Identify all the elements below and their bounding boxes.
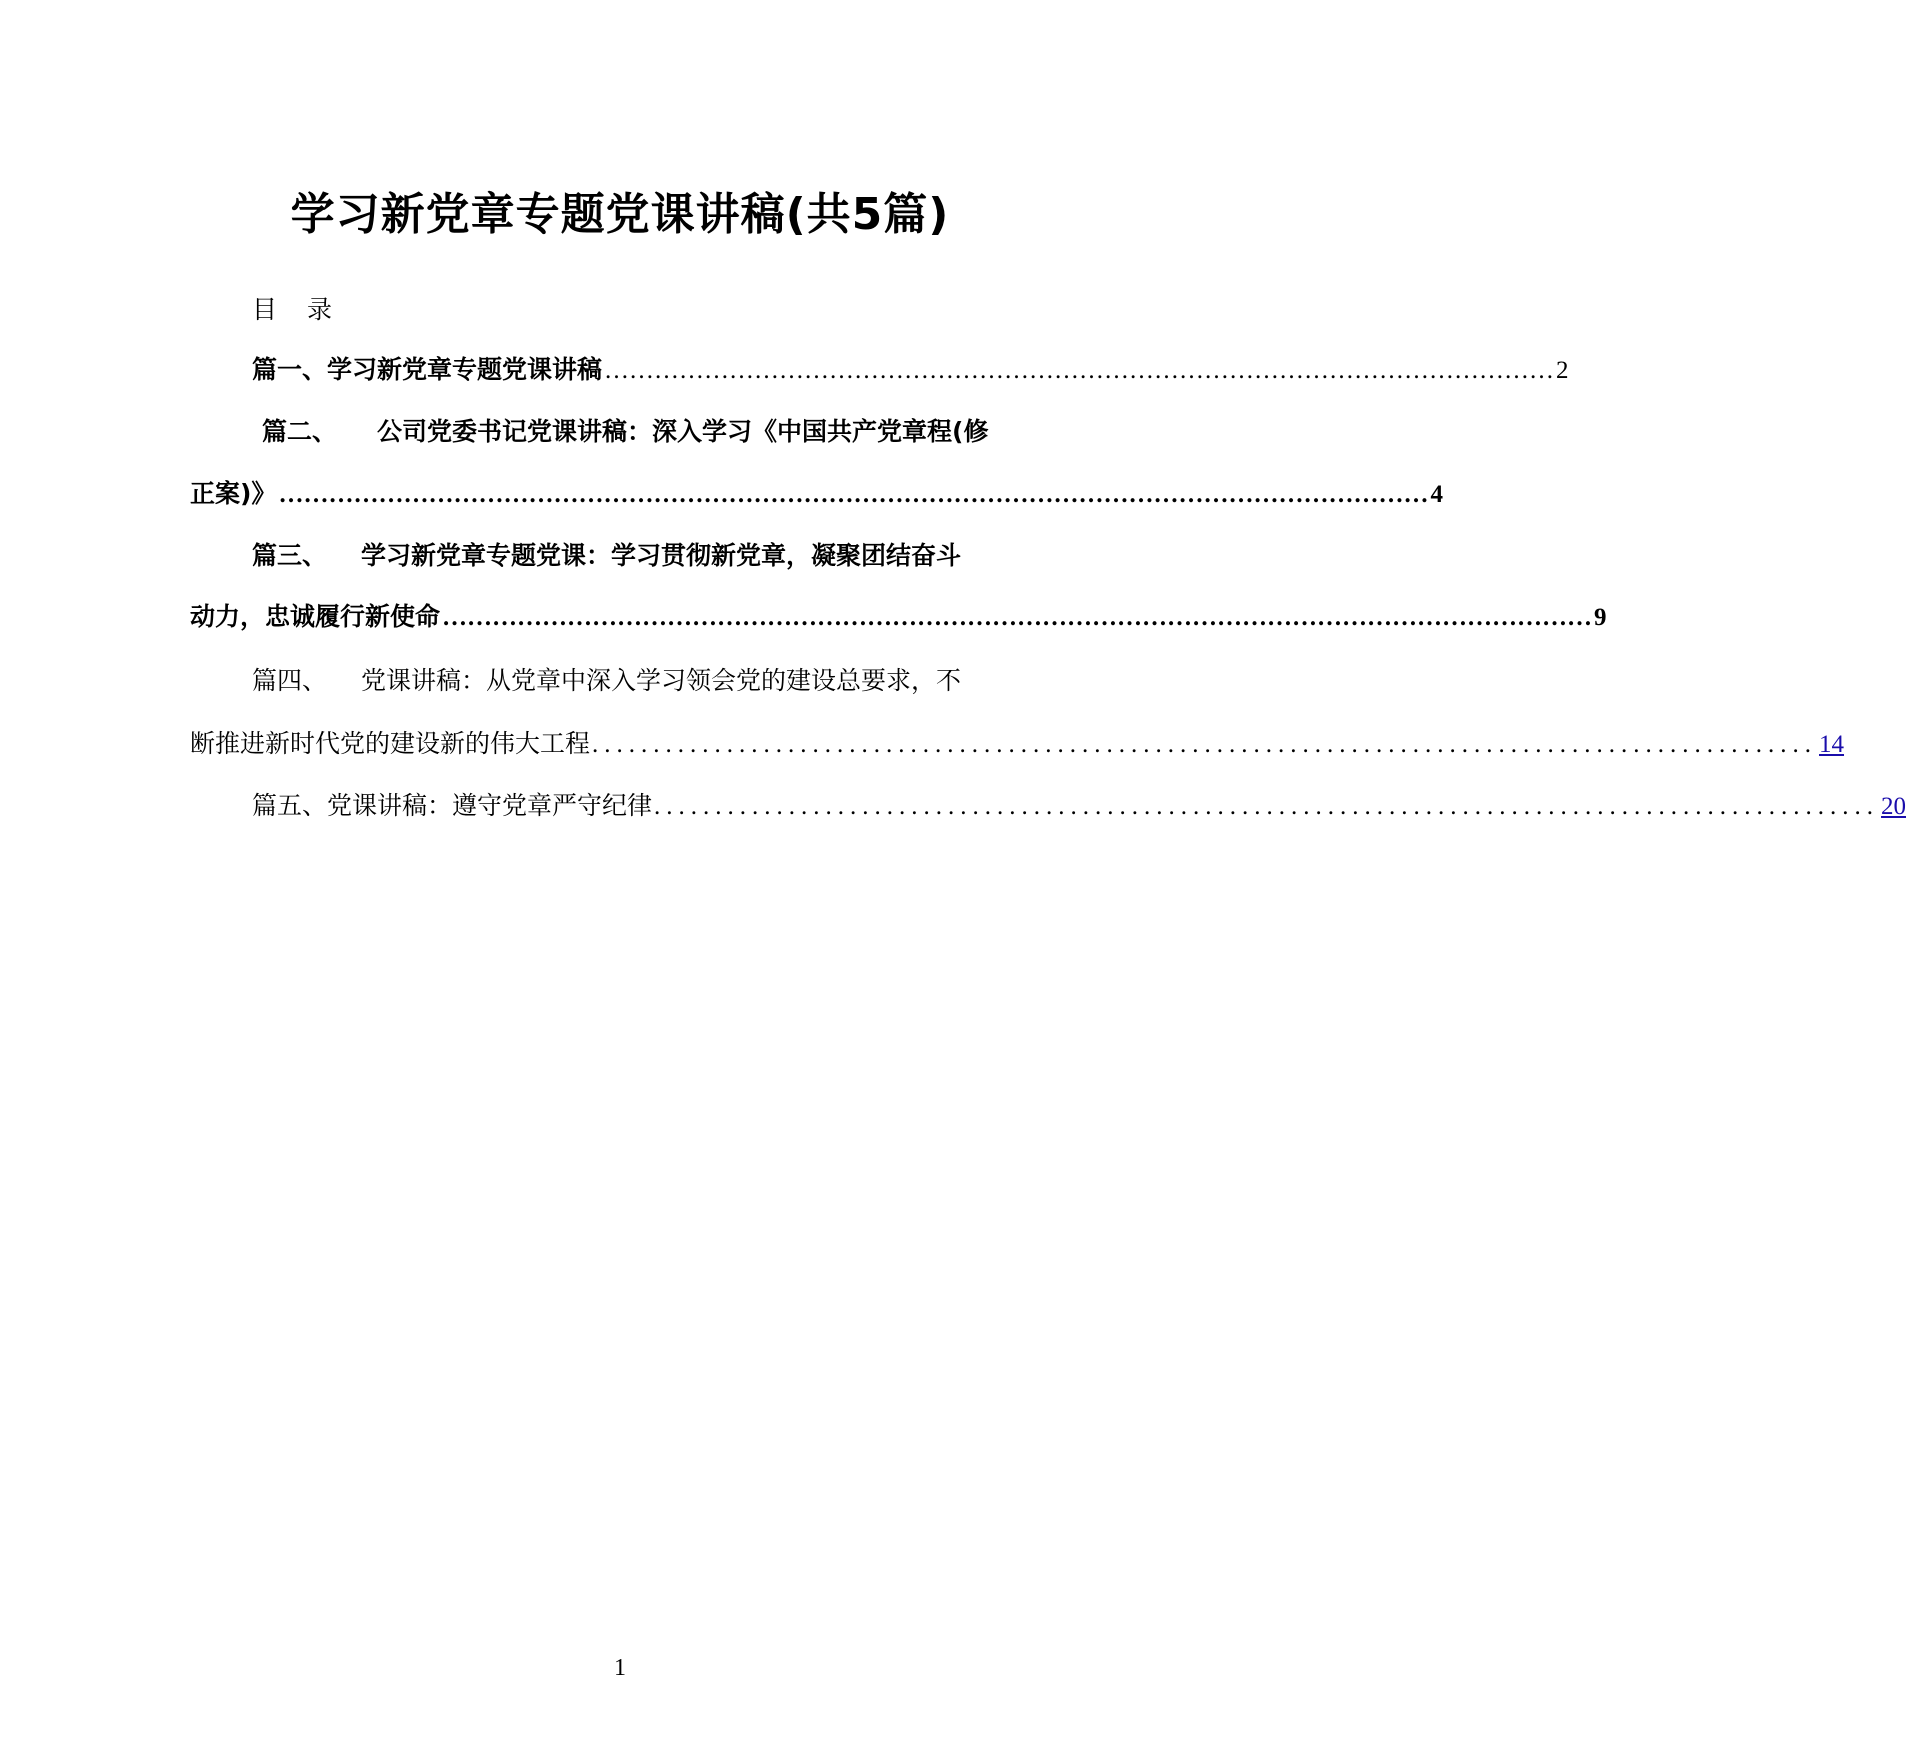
toc-leader-dots: ………………………………………………………………………………………………………………………… [442, 604, 1593, 631]
toc-entry-2-title: 公司党委书记党课讲稿：深入学习《中国共产党章程(修 [377, 417, 989, 446]
toc-entry-3-title: 学习新党章专题党课：学习贯彻新党章，凝聚团结奋斗 [361, 541, 962, 570]
toc-entry-4-title-cont: 断推进新时代党的建设新的伟大工程 [190, 729, 591, 758]
toc-entry-2-number: 篇二、 [262, 417, 338, 446]
toc-entry-3-title-cont: 动力，忠诚履行新使命 [190, 602, 441, 631]
toc-entry-2-page[interactable]: 4 [1430, 481, 1443, 508]
toc-entry-5-page-link[interactable]: 20 [1881, 793, 1906, 820]
toc-entry-4-page-link[interactable]: 14 [1819, 731, 1845, 758]
toc-entry-4-line-1[interactable] [252, 661, 1062, 697]
toc-entry-1[interactable] [252, 350, 1569, 386]
page-number: 1 [614, 1655, 626, 1681]
toc-heading-char-1: 目 [252, 295, 278, 324]
toc-entry-3-page[interactable]: 9 [1594, 604, 1607, 631]
toc-entry-5-title: 党课讲稿：遵守党章严守纪律 [327, 791, 653, 820]
toc-entry-1-page[interactable]: 2 [1556, 357, 1569, 384]
toc-entry-2-line-2[interactable] [190, 474, 1443, 510]
toc-entry-5[interactable] [252, 786, 1906, 822]
toc-heading [252, 290, 332, 326]
toc-entry-1-title: 学习新党章专题党课讲稿 [327, 355, 603, 384]
toc-entry-3-line-1[interactable] [252, 536, 1062, 572]
toc-entry-4-number: 篇四、 [252, 666, 328, 695]
toc-leader-dots: …………………………………………………………………………………………………… [604, 357, 1555, 384]
toc-entry-3-line-2[interactable] [190, 597, 1607, 633]
toc-entry-2-title-cont: 正案)》 [190, 479, 277, 508]
document-title: 学习新党章专题党课讲稿(共5篇) [290, 189, 950, 240]
toc-leader-dots: ………………………………………………………………………………………………………………………… [278, 481, 1429, 508]
toc-entry-1-number: 篇一、 [252, 355, 328, 384]
toc-leader-dots: .................................................................................................... [654, 793, 1880, 820]
toc-entry-5-number: 篇五、 [252, 791, 328, 820]
toc-entry-4-line-2[interactable] [190, 724, 1845, 760]
toc-entry-4-title: 党课讲稿：从党章中深入学习领会党的建设总要求，不 [361, 666, 962, 695]
toc-heading-char-2: 录 [307, 295, 333, 324]
toc-entry-2-line-1[interactable] [262, 412, 1062, 448]
toc-entry-3-number: 篇三、 [252, 541, 328, 570]
toc-leader-dots: .................................................................................................... [592, 731, 1818, 758]
